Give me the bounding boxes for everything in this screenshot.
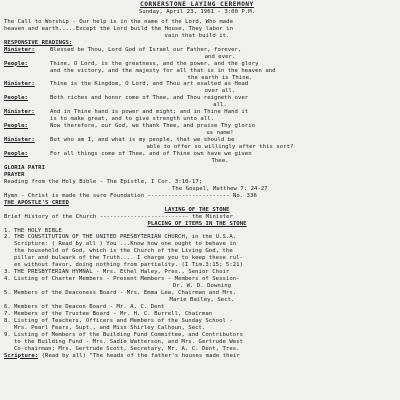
item-text bbox=[14, 228, 390, 235]
item-line: Scripture: ( Read by all ) You ...Know how one ought to behave in bbox=[14, 241, 237, 248]
reading-line: Both riches and honor come of Thee, and Thou reigneth over bbox=[50, 95, 249, 102]
closing-scripture-text: (Read by all) "The heads of the father's houses made their bbox=[41, 352, 240, 359]
reading-text bbox=[50, 95, 390, 109]
list-item bbox=[4, 290, 390, 304]
reading-line: the earth is Thine. bbox=[187, 74, 253, 81]
item-line: Listing of Teachers, Officers and Members of the Sunday School - bbox=[14, 317, 233, 324]
item-line: Members of the Deacon Board - Mr. A. C. Dent bbox=[14, 303, 165, 310]
item-line: Members of the Deaconess Board - Mrs. Emma Lee, Chairman and Mrs. bbox=[14, 290, 237, 297]
item-text bbox=[14, 304, 390, 311]
hymn-number: No. 336 bbox=[233, 192, 257, 199]
item-number: 6. bbox=[4, 303, 11, 310]
reading-row bbox=[4, 61, 390, 82]
reading-text bbox=[50, 81, 390, 95]
reading-line: and ever. bbox=[204, 53, 236, 60]
list-item bbox=[4, 276, 390, 290]
reading-row bbox=[4, 151, 390, 165]
call-to-worship-line-2: heaven and earth.....Except the Lord build the House, They labor in bbox=[4, 25, 233, 32]
call-to-worship-line-3: vain that build it. bbox=[164, 32, 230, 39]
reading-line: all. bbox=[213, 102, 227, 109]
items-list bbox=[4, 228, 390, 353]
item-line: Marie Bailey, Sect. bbox=[169, 297, 235, 304]
list-item bbox=[4, 228, 390, 235]
item-number: 5. bbox=[4, 290, 11, 297]
item-line: Dr. W. D. Downing bbox=[172, 283, 232, 290]
gloria-patri: GLORIA PATRI bbox=[4, 164, 46, 171]
reading-line: and the victory, and the majesty for all that is in the heaven and bbox=[50, 67, 276, 74]
reading-line: And in Thine hand is power and might; and in Thine Hand it bbox=[50, 109, 249, 116]
reading-text bbox=[50, 47, 390, 61]
item-line: Members of the Trustee Board - Mr. H. C. Burrell, Chairman bbox=[14, 310, 213, 317]
reading-text bbox=[50, 109, 390, 123]
reading-row bbox=[4, 81, 390, 95]
reading-row bbox=[4, 95, 390, 109]
reading-line: Thee. bbox=[211, 157, 229, 164]
reading-line: over all. bbox=[204, 88, 236, 95]
item-text bbox=[14, 332, 390, 353]
reading-speaker: Minister: bbox=[4, 137, 35, 144]
item-line: THE HOLY BIBLE bbox=[14, 227, 62, 234]
scripture-reading-gospel: The Gospel, Matthew 7: 24-27 bbox=[172, 185, 268, 192]
ceremony-date: Sunday, April 23, 1961 - 3:00 P.M. bbox=[138, 8, 256, 15]
item-text bbox=[14, 234, 390, 269]
reading-speaker: Minister: bbox=[4, 109, 35, 116]
responsive-readings-heading: RESPONSIVE READINGS: bbox=[4, 39, 73, 46]
reading-row bbox=[4, 47, 390, 61]
reading-speaker: People: bbox=[4, 123, 28, 130]
item-number: 4. bbox=[4, 276, 11, 283]
item-line: es without favor, doing nothing from partiality. (I Tim.3:15; 5:21) bbox=[14, 262, 243, 269]
reading-line: Thine, O Lord, is the greatness, and the power, and the glory bbox=[50, 60, 259, 67]
item-number: 3. bbox=[4, 269, 11, 276]
item-line: Listing of Charter Members - Present Members - Members of Session- bbox=[14, 276, 240, 283]
reading-line: But who am I, and what is my people, that we should be bbox=[50, 137, 235, 144]
reading-text bbox=[50, 137, 390, 151]
brief-history: Brief History of the Church -------------------------- the Minister bbox=[4, 213, 233, 220]
reading-speaker: People: bbox=[4, 151, 28, 158]
list-item bbox=[4, 269, 390, 276]
item-line: Mrs. Pearl Fears, Supt., and Miss Shirley Calhoun, Sect. bbox=[14, 324, 206, 331]
item-line: pillar and bulwark of the Truth.... I charge you to keep these rul- bbox=[14, 255, 243, 262]
hymn-line bbox=[4, 193, 390, 200]
item-line: Co-chairman; Mrs. Gertrude Scott, Secretary, Mr. A. C. Dent, Tres. bbox=[14, 345, 240, 352]
item-line: Listing of Members of the Building Fund Committee, and Contributors bbox=[14, 331, 243, 338]
item-line: THE PRESBYTERIAN HYMNAL - Mrs. Ethel Haley, Pres., Senior Choir bbox=[14, 269, 230, 276]
item-line: to the Building Fund - Mrs. Sadie Watterson, and Mrs. Gertrude West bbox=[14, 338, 243, 345]
ceremony-title: CORNERSTONE LAYING CEREMONY bbox=[140, 1, 254, 8]
item-number: 8. bbox=[4, 317, 11, 324]
reading-line: Thine is the Kingdom, O Lord, and Thou art exalted as Head bbox=[50, 81, 249, 88]
apostles-creed: THE APOSTLE'S CREED bbox=[4, 199, 69, 206]
item-text bbox=[14, 269, 390, 276]
laying-heading: LAYING OF THE STONE bbox=[164, 206, 230, 213]
item-text bbox=[14, 311, 390, 318]
reading-speaker: Minister: bbox=[4, 81, 35, 88]
item-text bbox=[14, 276, 390, 290]
list-item bbox=[4, 332, 390, 353]
hymn-title: Hymn - Christ is made the sure Foundation ------------------------ bbox=[4, 192, 230, 199]
reading-speaker: People: bbox=[4, 60, 28, 67]
item-text bbox=[14, 318, 390, 332]
list-item bbox=[4, 311, 390, 318]
reading-speaker: People: bbox=[4, 95, 28, 102]
reading-line: able to offer so willingly after this sort? bbox=[146, 144, 294, 151]
reading-line: us name! bbox=[206, 130, 234, 137]
reading-text bbox=[50, 123, 390, 137]
list-item bbox=[4, 304, 390, 311]
item-number: 9. bbox=[4, 331, 11, 338]
item-line: the household of God, which is the Church of the Living God, the bbox=[14, 248, 233, 255]
list-item bbox=[4, 234, 390, 269]
placing-heading: PLACING OF ITEMS IN THE STONE bbox=[147, 220, 247, 227]
item-number: 1. bbox=[4, 227, 11, 234]
reading-line: is to make great, and to give strength unto all. bbox=[50, 116, 215, 123]
call-to-worship-line-1: The Call to Worship - Our help is in the name of the Lord, Who made bbox=[4, 18, 233, 25]
reading-text bbox=[50, 61, 390, 82]
item-number: 2. bbox=[4, 234, 11, 241]
reading-line: Now therefore, our God, we thank Thee, and praise Thy glorio bbox=[50, 123, 256, 130]
reading-text bbox=[50, 151, 390, 165]
responsive-readings bbox=[4, 47, 390, 165]
closing-scripture-label: Scripture: bbox=[4, 352, 39, 359]
reading-row bbox=[4, 123, 390, 137]
reading-speaker: Minister: bbox=[4, 46, 35, 53]
prayer-heading: PRAYER bbox=[4, 171, 25, 178]
list-item bbox=[4, 318, 390, 332]
reading-row bbox=[4, 109, 390, 123]
reading-line: For all things come of Thee, and of Thine own have we given bbox=[50, 151, 252, 158]
scripture-reading-epistle: Reading from the Holy Bible - The Epistle, I Cor. 3:10-17; bbox=[4, 178, 203, 185]
closing-scripture bbox=[4, 353, 390, 360]
item-text bbox=[14, 290, 390, 304]
reading-line: Blessed be Thou, Lord God of Israel our Father, forever, bbox=[50, 46, 242, 53]
reading-row bbox=[4, 137, 390, 151]
item-number: 7. bbox=[4, 310, 11, 317]
item-line: THE CONSTITUTION OF THE UNITED PRESBYTERIAN CHURCH, in the U.S.A. bbox=[14, 234, 237, 241]
